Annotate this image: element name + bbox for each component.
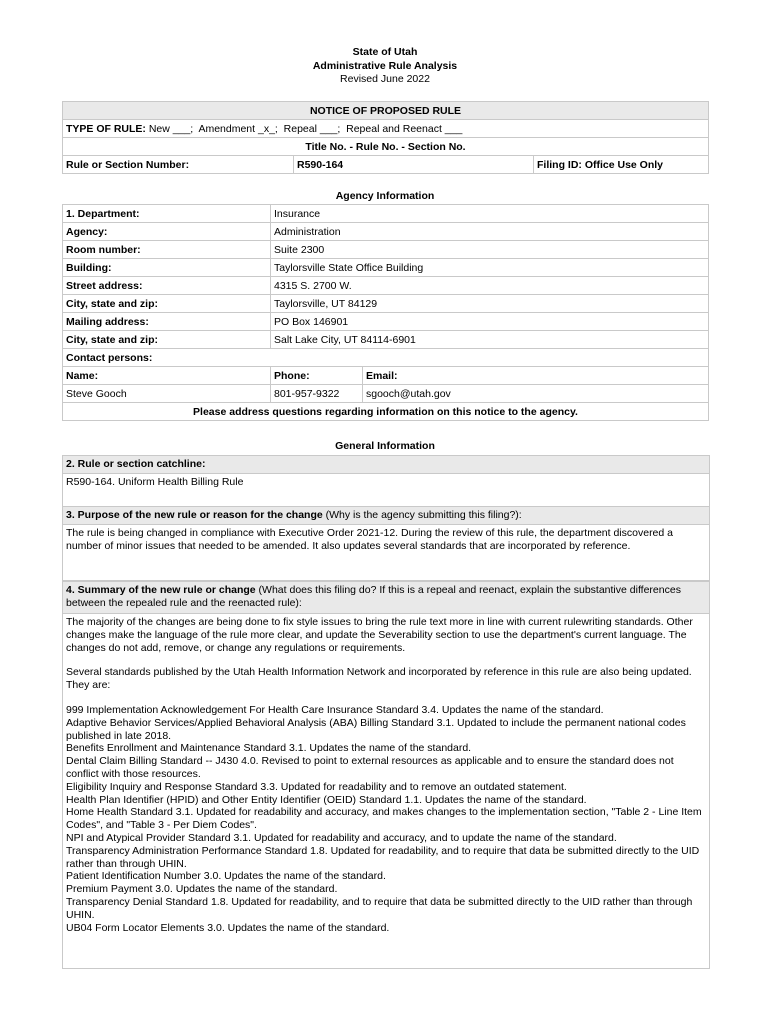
- city-state-zip-label: City, state and zip:: [63, 295, 271, 313]
- purpose-question: [62, 506, 710, 525]
- standards-list: [66, 704, 706, 934]
- summary-question-title: 4. Summary of the new rule or change: [66, 584, 256, 596]
- type-of-rule-label: TYPE OF RULE:: [66, 122, 146, 135]
- filing-id-label: Filing ID: Office Use Only: [534, 156, 709, 174]
- agency-label: Agency:: [63, 223, 271, 241]
- state-heading: State of Utah: [352, 46, 418, 58]
- contact-email: sgooch@utah.gov: [363, 385, 709, 403]
- building-value: Taylorsville State Office Building: [271, 259, 709, 277]
- purpose-answer: The rule is being changed in compliance with Executive Order 2021-12. During the review of this rule, the department discovered a number of minor issues that needed to be amended. It also updates several standards that are incorporated by reference.: [62, 524, 710, 581]
- room-number-label: Room number:: [63, 241, 271, 259]
- agency-footer-note: Please address questions regarding information on this notice to the agency.: [63, 403, 709, 421]
- contact-name: Steve Gooch: [63, 385, 271, 403]
- standard-item: Transparency Administration Performance Standard 1.8. Updated for readability, and to require that data be submitted directly to the UID rather than through UHIN.: [66, 844, 700, 870]
- agency-section-title: Agency Information: [335, 190, 435, 202]
- summary-paragraph-1: The majority of the changes are being done to fix style issues to bring the rule text more in line with current rulewriting standards. Other changes make the language of the rule more clear, and update the Severability section to use the department's current language. The changes do not add, remove, or change any regulations or requirements.: [66, 616, 693, 654]
- type-of-rule-value: New ___; Amendment _x_; Repeal ___; Repeal and Reenact ___: [145, 122, 463, 135]
- agency-table: [62, 204, 709, 421]
- document-title: Administrative Rule Analysis: [312, 60, 458, 72]
- street-address-label: Street address:: [63, 277, 271, 295]
- catchline-label: 2. Rule or section catchline:: [62, 455, 710, 474]
- standard-item: NPI and Atypical Provider Standard 3.1. Updated for readability and accuracy, and to update the name of the standard.: [66, 831, 617, 844]
- standard-item: Transparency Denial Standard 1.8. Updated for readability, and to require that data be submitted directly to the UID rather than through UHIN.: [66, 895, 693, 921]
- standard-item: Dental Claim Billing Standard -- J430 4.0. Revised to point to external resources as applicable and to ensure the standard does not conflict with those resources.: [66, 755, 674, 780]
- room-number-value: Suite 2300: [271, 241, 709, 259]
- summary-question-detail: (What does this filing do? If this is a repeal and reenact, explain the substantive differences between the repealed rule and the reenacted rule):: [66, 584, 681, 609]
- contact-persons-label: Contact persons:: [63, 349, 709, 367]
- mailing-address-label: Mailing address:: [63, 313, 271, 331]
- department-value: Insurance: [271, 205, 709, 223]
- standard-item: Health Plan Identifier (HPID) and Other Entity Identifier (OEID) Standard 1.1. Updates the name of the standard.: [66, 793, 587, 806]
- contact-name-header: Name:: [63, 367, 271, 385]
- rule-number-value: R590-164: [294, 156, 534, 174]
- title-number-header: Title No. - Rule No. - Section No.: [63, 138, 709, 156]
- mailing-city-state-zip-value: Salt Lake City, UT 84114-6901: [271, 331, 709, 349]
- mailing-address-value: PO Box 146901: [271, 313, 709, 331]
- contact-email-header: Email:: [363, 367, 709, 385]
- mailing-city-state-zip-label: City, state and zip:: [63, 331, 271, 349]
- type-of-rule-row: [63, 120, 709, 138]
- building-label: Building:: [63, 259, 271, 277]
- revision-date: Revised June 2022: [340, 73, 430, 85]
- contact-phone-header: Phone:: [271, 367, 363, 385]
- street-address-value: 4315 S. 2700 W.: [271, 277, 709, 295]
- rule-number-label: Rule or Section Number:: [63, 156, 294, 174]
- general-section-title: General Information: [335, 440, 435, 452]
- standard-item: Patient Identification Number 3.0. Updates the name of the standard.: [66, 870, 386, 883]
- catchline-answer: R590-164. Uniform Health Billing Rule: [62, 473, 710, 507]
- standard-item: Home Health Standard 3.1. Updated for readability and accuracy, and makes changes to the implementation section, "Table 2 - Line Item Codes", and "Table 3 - Per Diem Codes".: [66, 806, 702, 832]
- summary-answer: [62, 613, 710, 969]
- department-label: 1. Department:: [63, 205, 271, 223]
- notice-title: NOTICE OF PROPOSED RULE: [63, 102, 709, 120]
- standard-item: UB04 Form Locator Elements 3.0. Updates the name of the standard.: [66, 921, 390, 934]
- summary-paragraph-2: Several standards published by the Utah Health Information Network and incorporated by reference in this rule are also being updated. They are:: [66, 666, 692, 692]
- city-state-zip-value: Taylorsville, UT 84129: [271, 295, 709, 313]
- standard-item: Benefits Enrollment and Maintenance Standard 3.1. Updates the name of the standard.: [66, 742, 472, 755]
- standard-item: Eligibility Inquiry and Response Standard 3.3. Updated for readability and to remove an outdated statement.: [66, 780, 567, 793]
- purpose-question-detail: (Why is the agency submitting this filing?):: [322, 509, 522, 521]
- summary-question: [62, 581, 710, 614]
- standard-item: Premium Payment 3.0. Updates the name of the standard.: [66, 883, 338, 896]
- purpose-question-title: 3. Purpose of the new rule or reason for the change: [66, 509, 323, 521]
- agency-value: Administration: [271, 223, 709, 241]
- notice-table: [62, 101, 709, 174]
- standard-item: 999 Implementation Acknowledgement For Health Care Insurance Standard 3.4. Updates the name of the standard.: [66, 703, 604, 716]
- standard-item: Adaptive Behavior Services/Applied Behavioral Analysis (ABA) Billing Standard 3.1. Updated to include the permanent national codes published in late 2018.: [66, 716, 686, 742]
- contact-phone: 801-957-9322: [271, 385, 363, 403]
